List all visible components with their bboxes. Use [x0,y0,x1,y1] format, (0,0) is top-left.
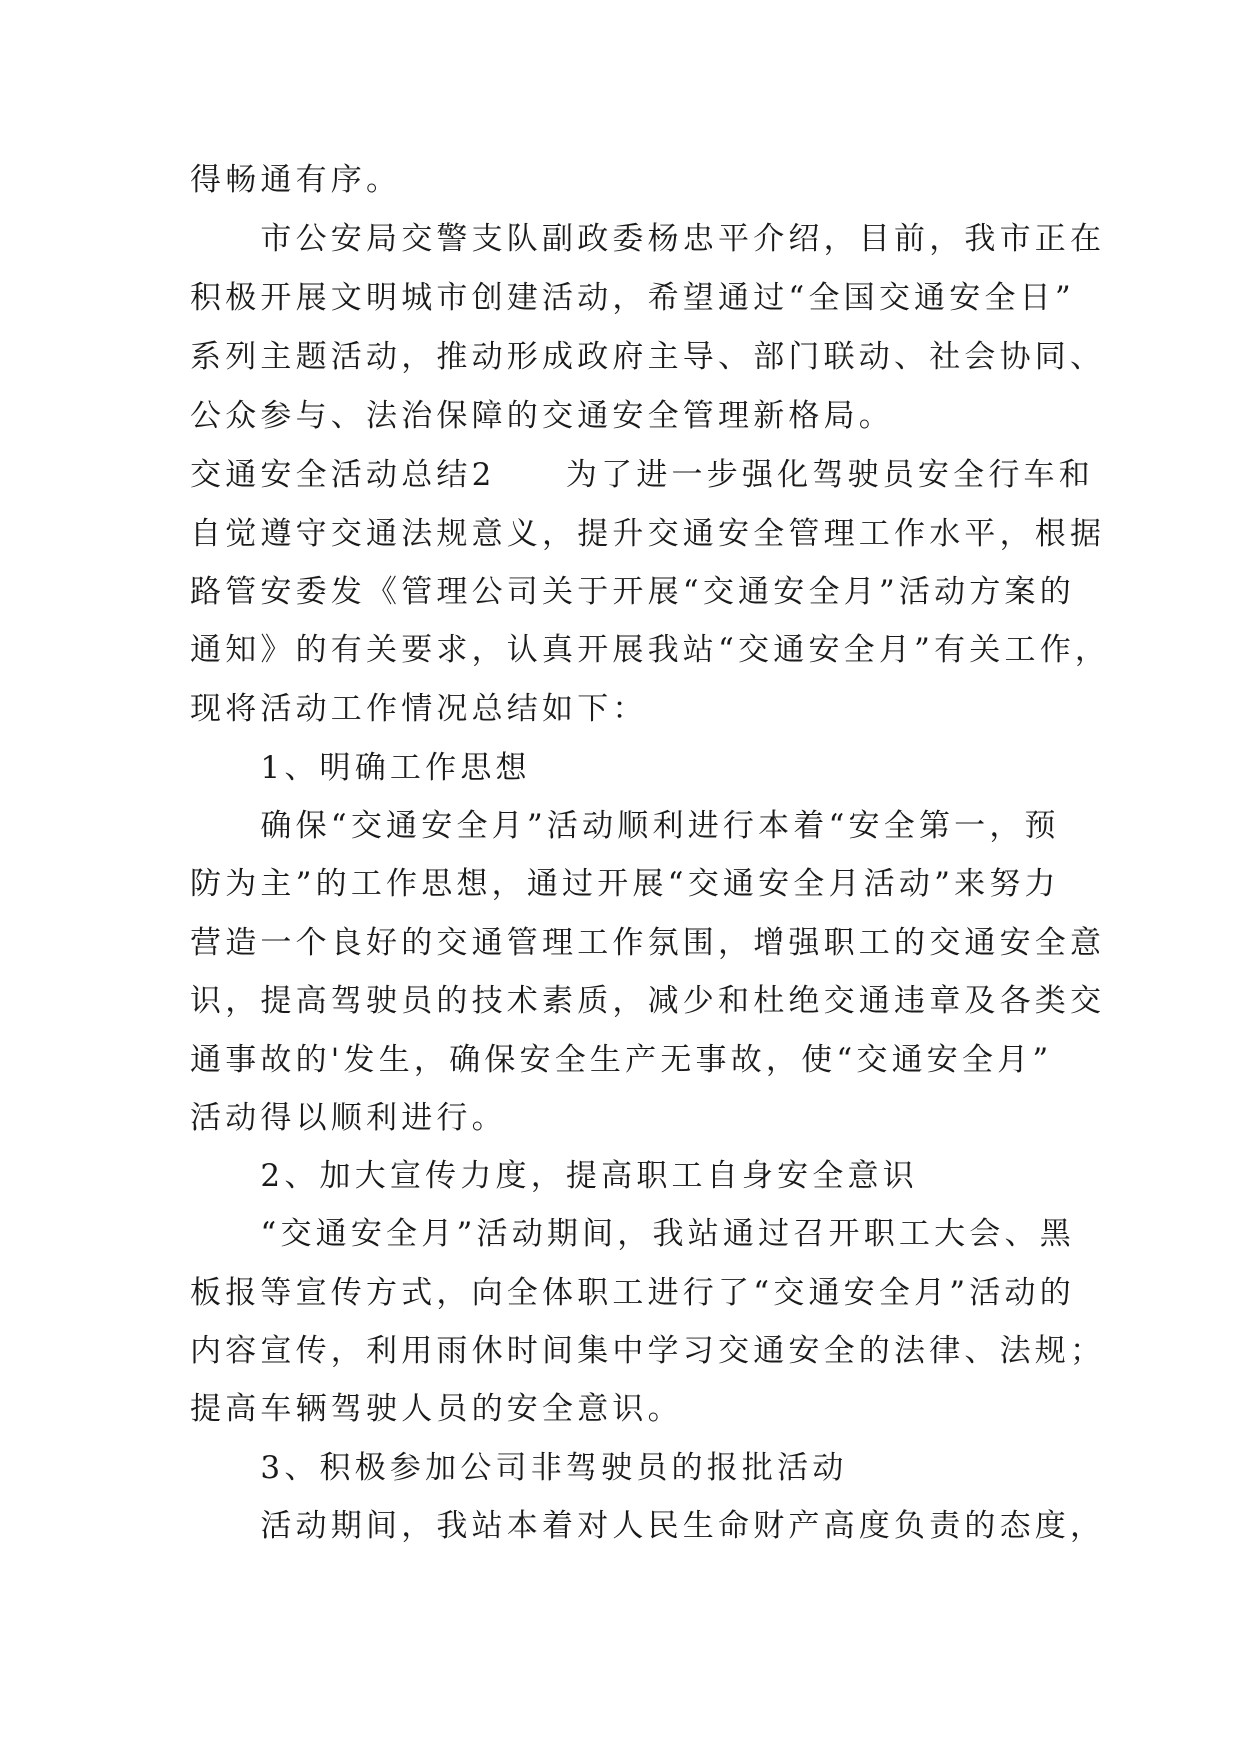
text-line: 板报等宣传方式，向全体职工进行了“交通安全月”活动的 [190,1275,1075,1311]
text-line: “交通安全月”活动期间，我站通过召开职工大会、黑 [190,1216,1075,1252]
text-line: 交通安全活动总结2 为了进一步强化驾驶员安全行车和 [190,457,1094,493]
text-line: 确保“交通安全月”活动顺利进行本着“安全第一，预 [190,808,1060,844]
section-heading: 1、明确工作思想 [190,750,531,786]
text-line: 营造一个良好的交通管理工作氛围，增强职工的交通安全意 [190,925,1106,961]
section-heading: 2、加大宣传力度，提高职工自身安全意识 [190,1158,918,1194]
text-line: 路管安委发《管理公司关于开展“交通安全月”活动方案的 [190,574,1075,610]
text-line: 通知》的有关要求，认真开展我站“交通安全月”有关工作， [190,632,1111,668]
text-line: 防为主”的工作思想，通过开展“交通安全月活动”来努力 [190,866,1060,902]
text-line: 自觉遵守交通法规意义，提升交通安全管理工作水平，根据 [190,516,1106,552]
text-line: 市公安局交警支队副政委杨忠平介绍，目前，我市正在 [190,221,1106,257]
text-line: 活动期间，我站本着对人民生命财产高度负责的态度， [190,1508,1106,1544]
section-heading: 3、积极参加公司非驾驶员的报批活动 [190,1450,848,1486]
text-line: 内容宣传，利用雨休时间集中学习交通安全的法律、法规； [190,1333,1106,1369]
text-line: 现将活动工作情况总结如下： [190,691,648,727]
text-line: 识，提高驾驶员的技术素质，减少和杜绝交通违章及各类交 [190,983,1106,1019]
text-line: 积极开展文明城市创建活动，希望通过“全国交通安全日” [190,280,1075,316]
text-line: 系列主题活动，推动形成政府主导、部门联动、社会协同、 [190,339,1106,375]
text-line: 活动得以顺利进行。 [190,1100,507,1136]
text-line: 提高车辆驾驶人员的安全意识。 [190,1391,683,1427]
text-line: 得畅通有序。 [190,162,402,198]
text-line: 公众参与、法治保障的交通安全管理新格局。 [190,398,894,434]
text-line: 通事故的'发生，确保安全生产无事故，使“交通安全月” [190,1042,1053,1078]
